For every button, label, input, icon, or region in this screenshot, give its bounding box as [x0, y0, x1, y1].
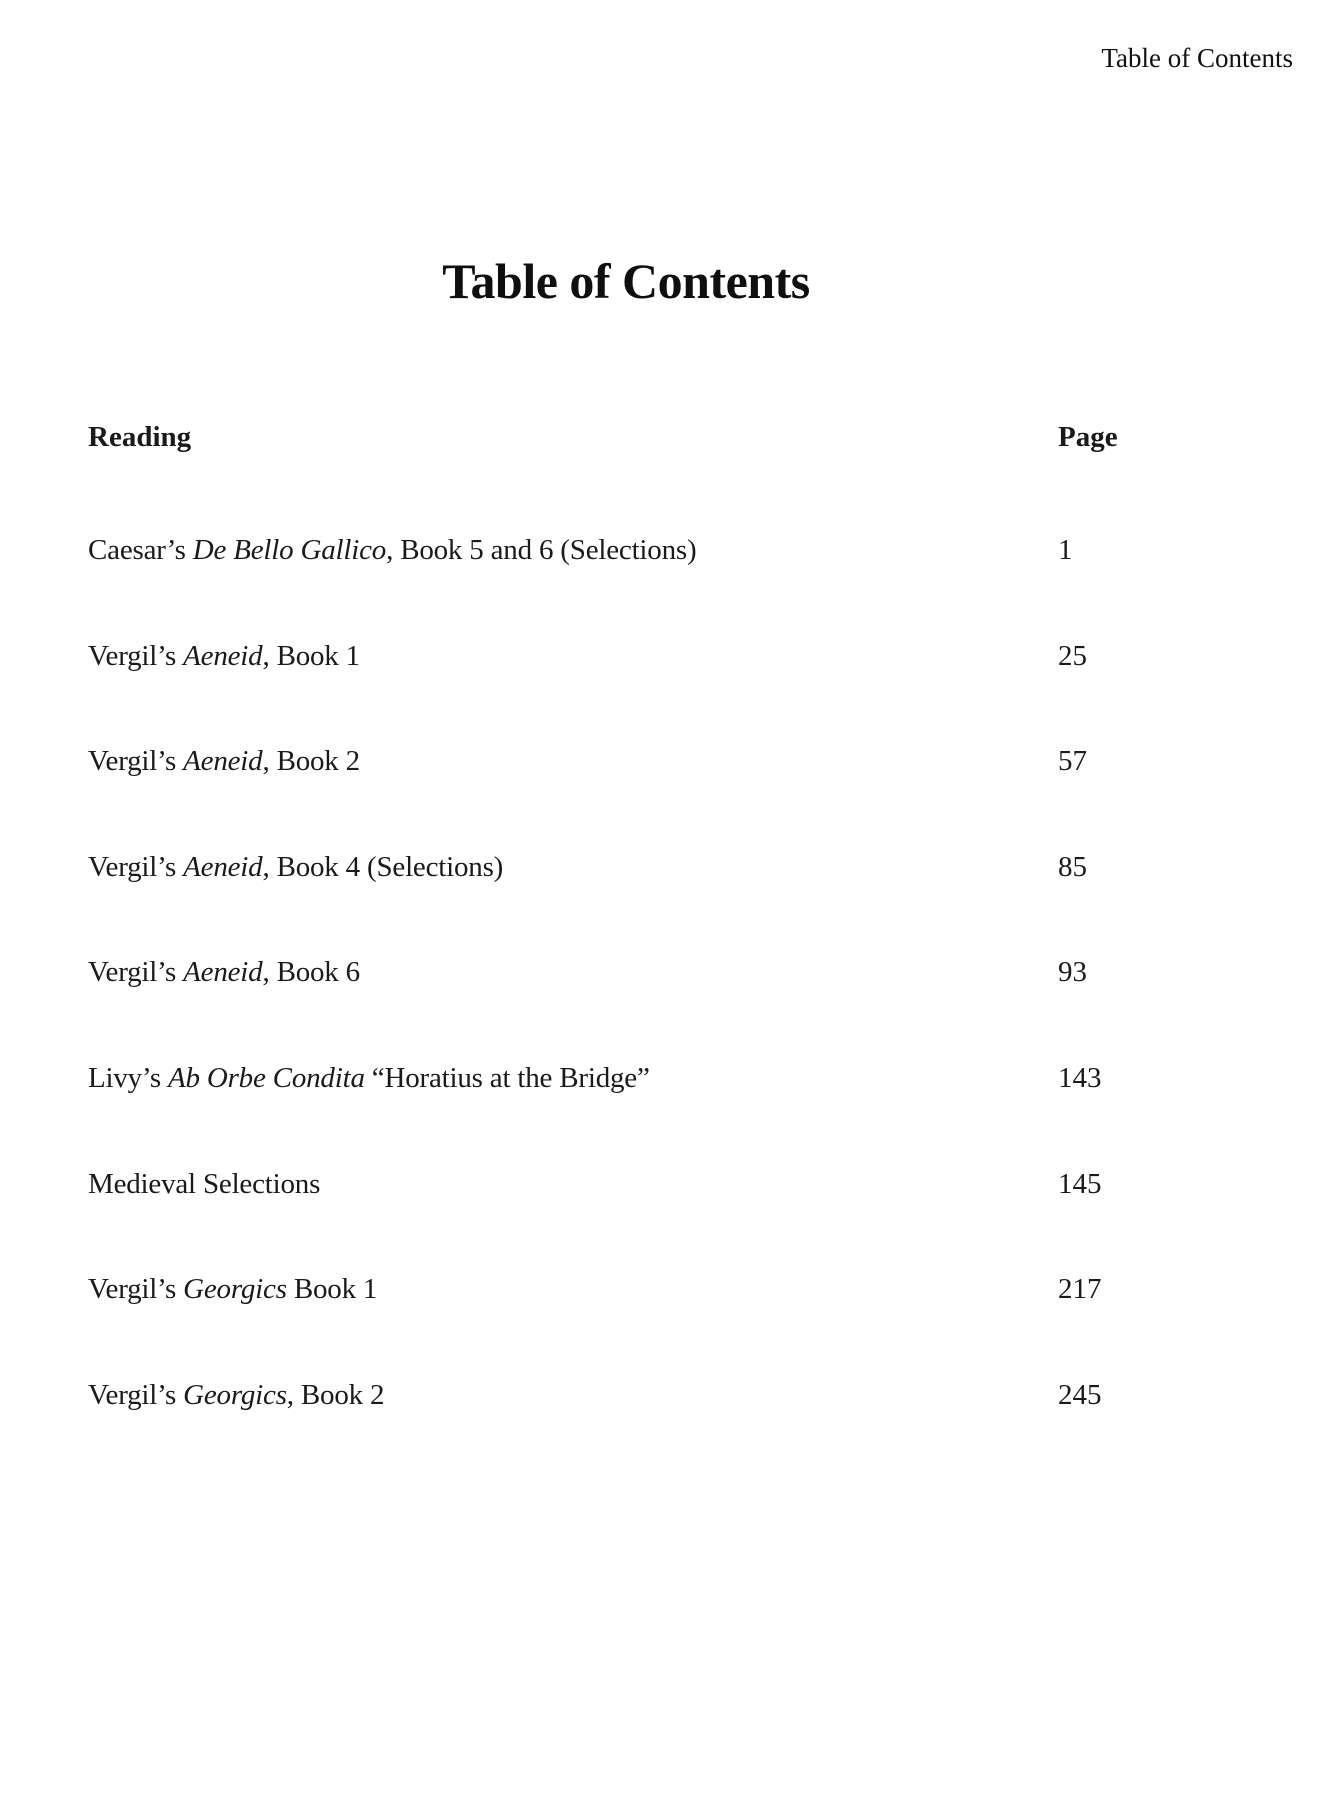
toc-entry-title [88, 956, 360, 988]
toc-row [88, 743, 1164, 849]
toc-row [88, 849, 1164, 955]
toc-entry-page: 25 [1058, 639, 1087, 672]
toc-entry-title-text: Vergil’s [88, 639, 184, 672]
toc-row [88, 1271, 1164, 1377]
toc-entry-page: 85 [1058, 850, 1087, 883]
toc-entry-title-text: , Book 1 [262, 639, 360, 672]
toc-entry-title-text: Vergil’s [88, 745, 184, 778]
toc-entry-page: 93 [1058, 956, 1087, 989]
toc-entry-title-text: Vergil’s [88, 956, 184, 989]
toc-body [88, 532, 1164, 1482]
toc-entry-title-italic: Ab Orbe Condita [167, 1061, 365, 1094]
toc-entry-title-italic: Aeneid [183, 639, 263, 672]
toc-entry-title-italic: De Bello Gallico [192, 534, 387, 566]
toc-entry-title [88, 1168, 320, 1200]
toc-column-headers [88, 419, 1164, 455]
toc-entry-page: 1 [1058, 534, 1073, 566]
toc-entry-title [88, 534, 696, 566]
column-header-page: Page [1058, 421, 1118, 453]
toc-entry-title-text: , Book 2 [262, 745, 360, 778]
toc-entry-title-text: Livy’s [88, 1061, 168, 1094]
toc-entry-title-text: , Book 6 [262, 956, 360, 989]
toc-entry-title-text: Vergil’s [88, 1273, 184, 1306]
toc-entry-title-text: , Book 4 (Selections) [262, 850, 504, 883]
toc-entry-title-text: Medieval Selections [88, 1167, 321, 1200]
running-header: Table of Contents [1101, 43, 1293, 73]
toc-entry-page: 217 [1058, 1273, 1102, 1306]
column-header-reading: Reading [88, 421, 192, 453]
toc-entry-title [88, 745, 360, 777]
toc-entry-title-text: , Book 2 [286, 1378, 385, 1411]
toc-row [88, 1060, 1164, 1166]
toc-entry-title [88, 640, 360, 672]
toc-entry-title-text: , Book 5 and 6 (Selections) [386, 534, 697, 566]
toc-entry-title-text: Caesar’s [88, 534, 193, 566]
page-title: Table of Contents [442, 253, 810, 309]
toc-row [88, 954, 1164, 1060]
toc-row [88, 532, 1164, 638]
toc-entry-page: 145 [1058, 1167, 1102, 1200]
toc-entry-title [88, 851, 503, 883]
toc-entry-title [88, 1273, 377, 1305]
toc-entry-title-text: Vergil’s [88, 850, 184, 883]
toc-row [88, 1377, 1164, 1483]
toc-entry-title-text: “Horatius at the Bridge” [364, 1061, 650, 1094]
toc-entry-page: 245 [1058, 1378, 1102, 1411]
toc-entry-title-italic: Aeneid [183, 745, 263, 778]
toc-entry-title-italic: Georgics [183, 1273, 287, 1306]
toc-entry-title-text: Book 1 [286, 1273, 378, 1306]
toc-row [88, 1166, 1164, 1272]
toc-entry-page: 57 [1058, 745, 1087, 778]
toc-entry-title-italic: Aeneid [183, 956, 263, 989]
toc-entry-title-italic: Georgics [183, 1378, 287, 1411]
toc-entry-title-italic: Aeneid [183, 850, 263, 883]
toc-entry-page: 143 [1058, 1061, 1102, 1094]
toc-entry-title [88, 1062, 650, 1094]
toc-row [88, 638, 1164, 744]
toc-entry-title-text: Vergil’s [88, 1378, 184, 1411]
toc-entry-title [88, 1379, 384, 1411]
